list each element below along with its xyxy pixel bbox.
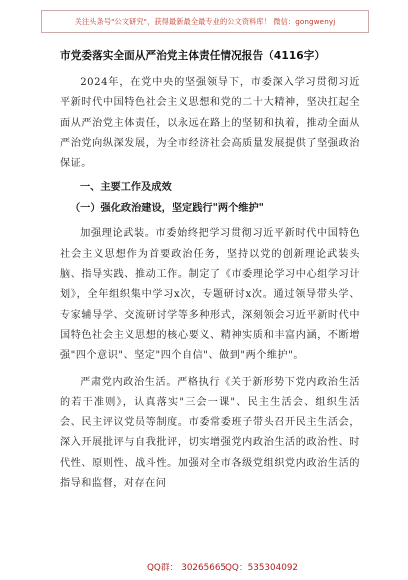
document-title: 市党委落实全面从严治党主体责任情况报告（4116字） — [60, 50, 326, 62]
subsection-heading: （一）强化政治建设，坚定践行"两个维护" — [70, 203, 264, 215]
footer-contact — [0, 560, 408, 574]
intro-paragraph: 2024年，在党中央的坚强领导下，市委深入学习贯彻习近平新时代中国特色社会主义思想和党的二十大精神，坚决扛起全面从严治党主体责任，以永远在路上的坚韧和执着，推动全面从严治党向纵深发展，为全市经济社会高质量发展提供了坚强政治保证。 — [60, 77, 360, 170]
section-heading: 一、主要工作及成效 — [80, 182, 172, 194]
paragraph-theory: 加强理论武装。市委始终把学习贯彻习近平新时代中国特色社会主义思想作为首要政治任务，坚持以党的创新理论武装头脑、指导实践、推动工作。制定了《市委理论学习中心组学习计划》，全年组织集中学习x次，专题研讨x次。通过领导带头学、专家辅导学、交流研讨学等多种形式，深刻领会习近平新时代中国特色社会主义思想的核心要义、精神实质和丰富内涵，不断增强"四个意识"、坚定"四个自信"、做到"两个维护"。 — [60, 228, 360, 362]
document-body — [60, 48, 360, 500]
qq-group-number: QQ群： 30265665 — [147, 563, 227, 573]
paragraph-political-life: 严肃党内政治生活。严格执行《关于新形势下党内政治生活的若干准则》，认真落实"三会一课"、民主生活会、组织生活会、民主评议党员等制度。市委常委班子带头召开民主生活会，深入开展批评与自我批评，切实增强党内政治生活的政治性、时代性、原则性、战斗性。加强对全市各级党组织党内政治生活的指导和监督，对存在问 — [60, 376, 360, 490]
qq-number: QQ：535304092 — [225, 563, 299, 573]
promo-banner: 关注头条号"公文研究"，获得最新最全最专业的公文资料库！ 微信：gongwenyj — [41, 10, 369, 33]
